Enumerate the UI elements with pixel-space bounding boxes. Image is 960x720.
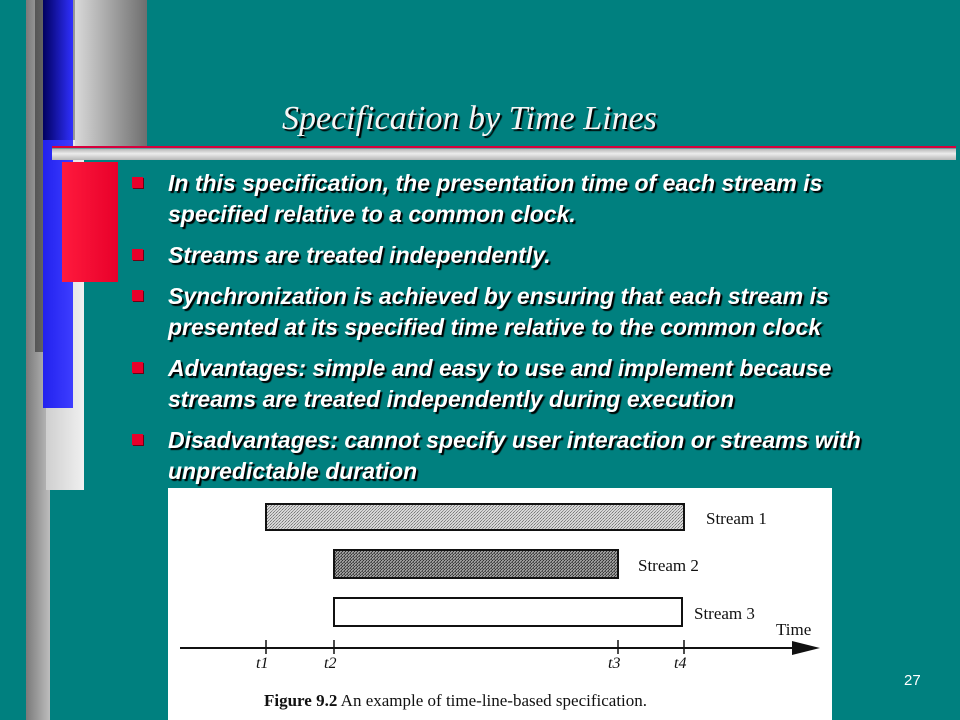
bullet-text: Disadvantages: cannot specify user interaction or streams with unpredictable duration bbox=[168, 427, 861, 484]
bullet-square-icon bbox=[132, 290, 143, 301]
bullet-item bbox=[128, 353, 918, 415]
title-underline bbox=[52, 146, 956, 160]
bullet-square-icon bbox=[132, 177, 143, 188]
title-underline-accent bbox=[52, 146, 956, 148]
decor-dark-gray-block bbox=[75, 0, 147, 148]
bullet-text: Synchronization is achieved by ensuring that each stream is presented at its specified time relative to the common clock bbox=[168, 283, 829, 340]
figure-caption bbox=[264, 691, 647, 710]
bullet-item bbox=[128, 425, 918, 487]
bullet-text: In this specification, the presentation time of each stream is specified relative to a common clock. bbox=[168, 170, 823, 227]
page-number: 27 bbox=[904, 672, 921, 689]
bullet-text: Streams are treated independently. bbox=[168, 242, 551, 268]
stream-3-label: Stream 3 bbox=[694, 604, 755, 623]
bullet-square-icon bbox=[132, 249, 143, 260]
stream-2-label: Stream 2 bbox=[638, 556, 699, 575]
bullet-square-icon bbox=[132, 434, 143, 445]
bullet-item bbox=[128, 281, 918, 343]
timeline-diagram bbox=[168, 488, 832, 720]
bullet-square-icon bbox=[132, 362, 143, 373]
tick-label-t3: t3 bbox=[608, 655, 621, 672]
figure-caption-text: An example of time-line-based specification. bbox=[337, 691, 648, 710]
stream-2-bar bbox=[334, 550, 618, 578]
tick-label-t2: t2 bbox=[324, 655, 337, 672]
decor-red-block bbox=[62, 162, 118, 282]
figure-caption-number: Figure 9.2 bbox=[264, 691, 338, 710]
bullet-item bbox=[128, 168, 918, 230]
tick-label-t1: t1 bbox=[256, 655, 269, 672]
time-axis-arrow-icon bbox=[792, 641, 820, 655]
stream-1-bar bbox=[266, 504, 684, 530]
stream-3-bar bbox=[334, 598, 682, 626]
bullet-item bbox=[128, 240, 918, 271]
tick-label-t4: t4 bbox=[674, 655, 687, 672]
timeline-figure bbox=[168, 488, 832, 720]
slide-title: Specification by Time Lines bbox=[282, 100, 657, 137]
time-axis-label: Time bbox=[776, 620, 812, 639]
bullet-text: Advantages: simple and easy to use and implement because streams are treated independently during execution bbox=[168, 355, 832, 412]
stream-1-label: Stream 1 bbox=[706, 509, 767, 528]
bullet-list bbox=[128, 168, 918, 497]
